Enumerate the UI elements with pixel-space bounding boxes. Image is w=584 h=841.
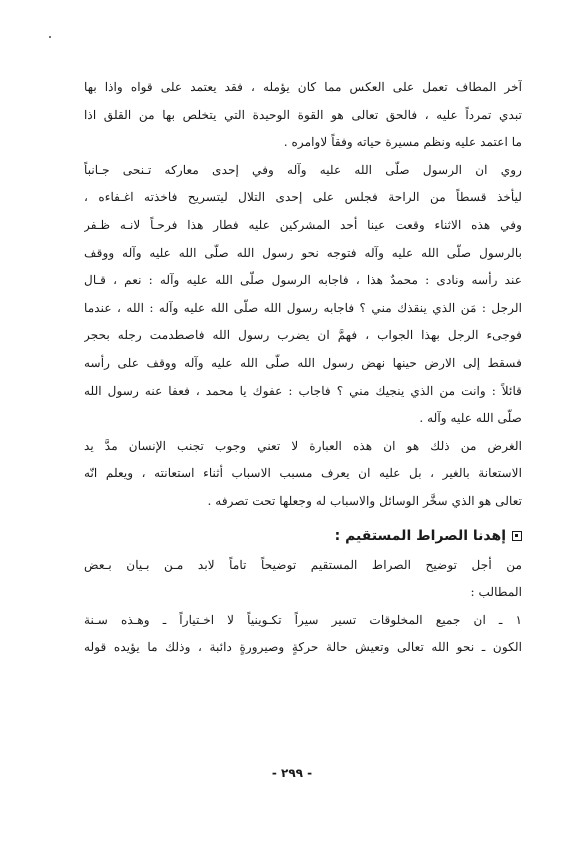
paragraph-1 [84,74,522,157]
text-line: عند رأسه ونادى : محمدٌ هذا ، فاجابه الرسول صلّى الله عليه وآله : نعم ، قـال [84,273,522,288]
text-line: صلّى الله عليه وآله . [419,411,522,426]
text-line: تبدي تمرداً عليه ، فالحق تعالى هو القوة الوحيدة التي يتخلص بها من القلق اذا [84,107,522,122]
text-line: ما اعتمد عليه ونظم مسيرة حياته وفقاً لاوامره . [283,135,522,150]
text-line: بالرسول صلّى الله عليه وآله فتوجه نحو رسول الله صلّى الله عليه وآله ووقف [84,245,522,260]
paragraph-3 [84,433,522,516]
boxed-square-icon [512,531,522,541]
text-line: تعالى هو الذي سخَّر الوسائل والاسباب له وجعلها تحت تصرفه . [207,493,522,508]
section-heading-text: إهدنا الصراط المستقيم : [334,527,506,544]
text-line: فوجىء الرجل بهذا الجواب ، فهمَّ ان يضرب رسول الله فاصطدمت رجله بحجر [84,328,522,343]
text-line: ١ ـ ان جميع المخلوقات تسير سيراً تكـوينياً لا اخـتياراً ـ وهـذه سـنة [84,612,522,627]
text-line: روي ان الرسول صلّى الله عليه وآله وفي إحدى معاركه تـنحى جـانباً [84,162,522,177]
paragraph-4 [84,552,522,607]
text-line: المطالب : [470,585,522,600]
text-line: فسقط إلى الارض حينها نهض رسول الله صلّى الله عليه وآله ووقف على رأسه [84,355,522,370]
text-line: الغرض من ذلك هو ان هذه العبارة لا تعني وجوب تجنب الإنسان مدَّ يد [84,438,522,453]
text-line: ليأخذ قسطاً من الراحة فجلس على إحدى التلال ليتسريح فاخذته اغـفاءه ، [84,190,522,205]
text-line: وفي هذه الاثناء وقعت عينا أحد المشركين عليه فطار هذا فرحـاً لانـه ظـفر [84,217,522,232]
text-line: قائلاً : وانت من الذي ينجيك مني ؟ فاجاب : عفوك يا محمد ، فعفا عنه رسول الله [84,383,522,398]
text-line: الرجل : مَن الذي ينقذك مني ؟ فاجابه رسول الله صلّى الله عليه وآله : الله ، عندما [84,300,522,315]
text-line: من أجل توضيح الصراط المستقيم توضيحاً تاماً لابد مـن بـيان بـعض [84,557,522,572]
page-number: - ٢٩٩ - [271,766,313,780]
paragraph-2 [84,157,522,433]
book-page-body [84,74,522,662]
text-line: آخر المطاف تعمل على العكس مما كان يؤمله ، فقد يعتمد على قواه واذا بها [84,80,522,94]
paragraph-5 [84,607,522,662]
text-line: الاستعانة بالغير ، بل عليه ان يعرف مسبب الاسباب أثناء استعانته ، ويعلم انّه [84,466,522,481]
section-heading [84,520,522,552]
text-line: الكون ـ نحو الله تعالى وتعيش حالة حركةٍ وصيرورةٍ دائبة ، وذلك ما يؤيده قوله [84,640,522,655]
scan-speck [49,36,51,38]
